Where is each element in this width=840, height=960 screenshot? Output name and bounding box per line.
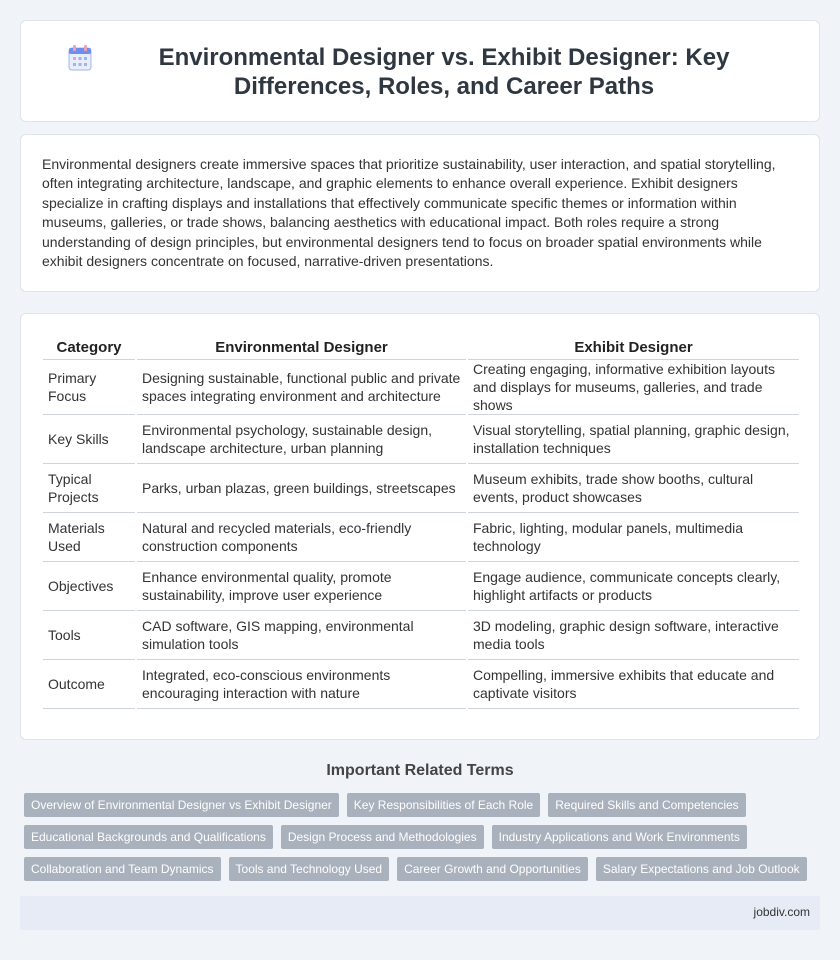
- row-category: Primary Focus: [43, 359, 136, 414]
- title-wrap: [21, 21, 821, 123]
- related-term-link[interactable]: Industry Applications and Work Environments: [492, 825, 747, 849]
- comparison-table-card: [20, 313, 820, 740]
- row-environmental: CAD software, GIS mapping, environmental simulation tools: [136, 610, 467, 659]
- row-exhibit: Creating engaging, informative exhibition layouts and displays for museums, galleries, and trade shows: [467, 359, 799, 414]
- footer-site-link[interactable]: jobdiv.com: [753, 905, 810, 919]
- row-exhibit: Fabric, lighting, modular panels, multimedia technology: [467, 512, 799, 561]
- comparison-table: [43, 335, 799, 709]
- table-header-row: [43, 335, 799, 359]
- intro-card: [20, 134, 820, 292]
- calendar-icon: [68, 45, 92, 71]
- row-exhibit: Museum exhibits, trade show booths, cultural events, product showcases: [467, 463, 799, 512]
- related-term-link[interactable]: Overview of Environmental Designer vs Exhibit Designer: [24, 793, 339, 817]
- row-category: Materials Used: [43, 512, 136, 561]
- related-term-link[interactable]: Collaboration and Team Dynamics: [24, 857, 221, 881]
- row-exhibit: Compelling, immersive exhibits that educate and captivate visitors: [467, 659, 799, 708]
- row-exhibit: Visual storytelling, spatial planning, graphic design, installation techniques: [467, 414, 799, 463]
- table-row: [43, 561, 799, 610]
- related-term-link[interactable]: Design Process and Methodologies: [281, 825, 484, 849]
- header-exhibit-designer: Exhibit Designer: [467, 335, 799, 359]
- row-environmental: Integrated, eco-conscious environments encouraging interaction with nature: [136, 659, 467, 708]
- related-term-link[interactable]: Educational Backgrounds and Qualifications: [24, 825, 273, 849]
- row-environmental: Environmental psychology, sustainable design, landscape architecture, urban planning: [136, 414, 467, 463]
- related-term-link[interactable]: Career Growth and Opportunities: [397, 857, 588, 881]
- row-category: Key Skills: [43, 414, 136, 463]
- row-environmental: Enhance environmental quality, promote sustainability, improve user experience: [136, 561, 467, 610]
- table-row: [43, 610, 799, 659]
- related-terms-list: [20, 793, 820, 881]
- header-category: Category: [43, 335, 136, 359]
- row-category: Typical Projects: [43, 463, 136, 512]
- table-row: [43, 659, 799, 708]
- row-environmental: Designing sustainable, functional public and private spaces integrating environment and architecture: [136, 359, 467, 414]
- page-title: Environmental Designer vs. Exhibit Designer: Key Differences, Roles, and Career Paths: [158, 44, 730, 100]
- related-term-link[interactable]: Key Responsibilities of Each Role: [347, 793, 540, 817]
- row-category: Tools: [43, 610, 136, 659]
- table-row: [43, 512, 799, 561]
- table-row: [43, 463, 799, 512]
- row-environmental: Parks, urban plazas, green buildings, streetscapes: [136, 463, 467, 512]
- header-environmental-designer: Environmental Designer: [136, 335, 467, 359]
- table-row: [43, 414, 799, 463]
- row-category: Outcome: [43, 659, 136, 708]
- intro-paragraph: Environmental designers create immersive spaces that prioritize sustainability, user interaction, and spatial storytelling, often integrating architecture, landscape, and graphic elements to enhance overall experience. Exhibit designers specialize in crafting displays and installations that effectively communicate specific themes or information within museums, galleries, or trade shows, balancing aesthetics with educational impact. Both roles require a strong understanding of design principles, but environmental designers tend to focus on broader spatial environments while exhibit designers concentrate on focused, narrative-driven presentations.: [42, 156, 776, 270]
- footer: [20, 896, 820, 930]
- related-term-link[interactable]: Tools and Technology Used: [229, 857, 390, 881]
- row-exhibit: 3D modeling, graphic design software, interactive media tools: [467, 610, 799, 659]
- row-exhibit: Engage audience, communicate concepts clearly, highlight artifacts or products: [467, 561, 799, 610]
- row-environmental: Natural and recycled materials, eco-friendly construction components: [136, 512, 467, 561]
- related-terms-heading: Important Related Terms: [326, 762, 514, 779]
- related-term-link[interactable]: Salary Expectations and Job Outlook: [596, 857, 807, 881]
- row-category: Objectives: [43, 561, 136, 610]
- table-row: [43, 359, 799, 414]
- related-term-link[interactable]: Required Skills and Competencies: [548, 793, 745, 817]
- title-card: [20, 20, 820, 122]
